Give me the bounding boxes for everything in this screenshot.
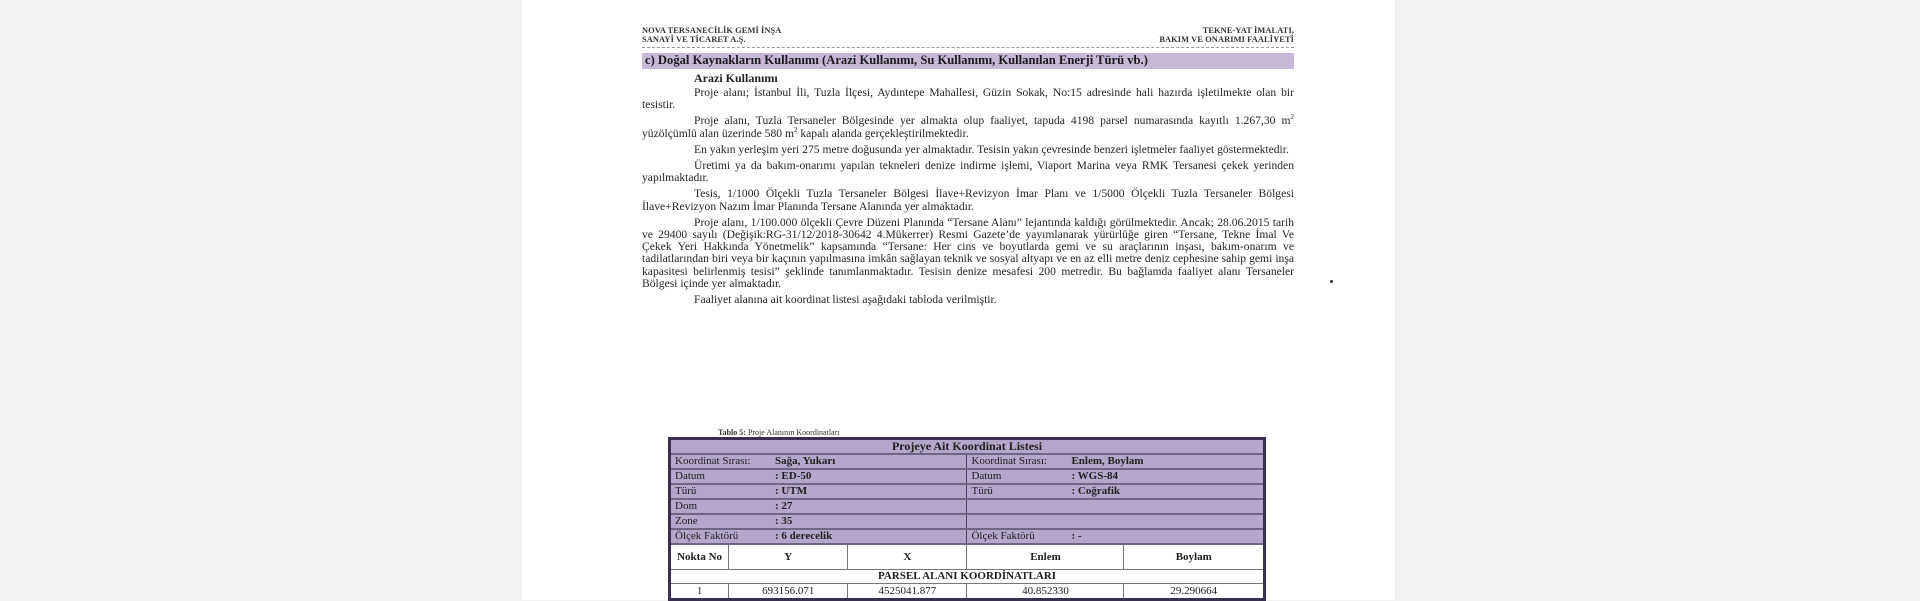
header-left-line1: NOVA TERSANECİLİK GEMİ İNŞA — [642, 26, 782, 35]
info-label: Türü — [675, 485, 697, 497]
info-label: Türü — [971, 485, 993, 497]
left-info-cell — [670, 514, 967, 529]
cell-longitude: 29.290664 — [1124, 584, 1265, 600]
left-info-cell — [670, 499, 967, 514]
table-column-header-row — [670, 544, 1265, 570]
info-value: : UTM — [775, 485, 808, 497]
table-info-row — [670, 454, 1265, 469]
info-value: : - — [1071, 530, 1082, 542]
right-info-cell — [967, 529, 1265, 544]
right-info-cell — [967, 484, 1265, 499]
table-caption — [718, 428, 839, 437]
table-section-row — [670, 570, 1265, 584]
stray-dot — [1330, 280, 1333, 283]
cell-latitude: 40.852330 — [967, 584, 1124, 600]
info-label: Koordinat Sırası: — [675, 455, 751, 467]
cell-x: 4525041.877 — [848, 584, 967, 600]
section-label: PARSEL ALANI KOORDİNATLARI — [670, 570, 1265, 584]
left-info-cell — [670, 529, 967, 544]
info-label: Zone — [675, 515, 698, 527]
info-label: Datum — [675, 470, 705, 482]
caption-text: Proje Alanının Koordinatları — [745, 428, 840, 437]
right-info-cell — [967, 454, 1265, 469]
coordinate-table — [668, 437, 1266, 601]
info-value: : 6 derecelik — [775, 530, 833, 542]
page-header — [642, 26, 1294, 44]
right-info-cell — [967, 469, 1265, 484]
table-title: Projeye Ait Koordinat Listesi — [670, 439, 1265, 455]
column-header-latitude: Enlem — [967, 544, 1124, 570]
paragraph-parcel-part2: yüzölçümlü alan üzerinde 580 m — [642, 126, 794, 140]
header-divider — [642, 47, 1294, 48]
info-value: : ED-50 — [775, 470, 812, 482]
paragraph-parcel-part1: Proje alanı, Tuzla Tersaneler Bölgesinde yer almakta olup faaliyet, tapuda 4198 parsel numarasında kayıtlı 1.267,30 m — [694, 114, 1291, 128]
paragraph-zoning: Tesis, 1/1000 Ölçekli Tuzla Tersaneler Bölgesi İlave+Revizyon İmar Planı ve 1/5000 Ölçekli Tuzla Tersaneler Bölgesi İlave+Revizyon Nazım İmar Planında Tersane Alanında yer almaktadır. — [642, 187, 1294, 213]
info-label: Datum — [971, 470, 1002, 482]
left-info-cell — [670, 484, 967, 499]
table-title-row — [670, 439, 1265, 455]
paragraph-parcel-part3: kapalı alanda gerçekleştirilmektedir. — [797, 126, 969, 140]
table-row — [670, 584, 1265, 600]
column-header-y: Y — [729, 544, 848, 570]
section-title: c) Doğal Kaynakların Kullanımı (Arazi Kullanımı, Su Kullanımı, Kullanılan Enerji Türü vb.) — [642, 53, 1294, 69]
table-info-row — [670, 484, 1265, 499]
info-value: : WGS-84 — [1071, 470, 1119, 482]
left-info-cell — [670, 454, 967, 469]
table-info-row — [670, 469, 1265, 484]
paragraph-settlement: En yakın yerleşim yeri 275 metre doğusunda yer almaktadır. Tesisin yakın çevresinde benzeri işletmeler faaliyet göstermektedir. — [694, 142, 1289, 156]
info-label: Ölçek Faktörü — [675, 530, 739, 542]
superscript: 2 — [1290, 113, 1294, 122]
info-value: : 27 — [775, 500, 793, 512]
subheading: Arazi Kullanımı — [694, 71, 778, 85]
table-info-row — [670, 499, 1265, 514]
paragraph-parcel — [642, 115, 1294, 139]
superscript: 2 — [793, 125, 798, 134]
header-right-line2: BAKIM VE ONARIMI FAALİYETİ — [1159, 35, 1294, 44]
cell-point-no: 1 — [670, 584, 729, 600]
caption-label: Tablo 5: — [718, 428, 746, 437]
right-info-cell — [967, 499, 1265, 514]
info-label: Dom — [675, 500, 697, 512]
info-value: : Coğrafik — [1071, 485, 1121, 497]
table-info-row — [670, 514, 1265, 529]
table-info-row — [670, 529, 1265, 544]
column-header-longitude: Boylam — [1124, 544, 1265, 570]
info-label: Ölçek Faktörü — [971, 530, 1035, 542]
info-value: : 35 — [775, 515, 793, 527]
cell-y: 693156.071 — [729, 584, 848, 600]
left-info-cell — [670, 469, 967, 484]
paragraph-location: Proje alanı; İstanbul İli, Tuzla İlçesi, Aydıntepe Mahallesi, Güzin Sokak, No:15 adresinde hali hazırda işletilmekte olan bir tesistir. — [642, 86, 1294, 112]
paragraph-coordinates-intro: Faaliyet alanına ait koordinat listesi aşağıdaki tabloda verilmiştir. — [694, 293, 997, 307]
right-info-cell — [967, 514, 1265, 529]
info-label: Koordinat Sırası: — [971, 455, 1047, 467]
column-header-point-no: Nokta No — [670, 544, 729, 570]
info-value: Sağa, Yukarı — [775, 455, 836, 467]
header-left-line2: SANAYİ VE TİCARET A.Ş. — [642, 35, 746, 44]
paragraph-launching: Üretimi ya da bakım-onarımı yapılan tekneleri denize indirme işlemi, Viaport Marina veya RMK Tersanesi çekek yerinden yapılmaktadır. — [642, 159, 1294, 185]
company-name — [642, 26, 781, 44]
header-right-line1: TEKNE-YAT İMALATI, — [1202, 26, 1294, 35]
column-header-x: X — [848, 544, 967, 570]
info-value: Enlem, Boylam — [1071, 455, 1144, 467]
paragraph-regulation: Proje alanı, 1/100.000 ölçekli Çevre Düzeni Planında “Tersane Alanı” lejantında kaldığı görülmektedir. Ancak; 28.06.2015 tarih ve 29400 sayılı (Değişik:RG-31/12/2018-30642 4.Mükerrer) Resmi Gazete’de yayımlanarak yürürlüğe giren “Tersane, Tekne İmal Ve Çekek Yeri Hakkında Yönetmelik” kapsamında “Tersane: Her cins ve boyutlarda gemi ve su araçlarının inşası, bakım-onarım ve tadilatlarından biri veya bir kaçının yapılmasına imkân sağlayan teknik ve sosyal altyapı ve en az elli metre deniz cephesine sahip gemi inşa kapasitesi belirlenmiş tesisi” şeklinde tanımlanmaktadır. Tesisin denize mesafesi 200 metredir. Bu bağlamda faaliyet alanı Tersaneler Bölgesi içinde yer almaktadır. — [642, 215, 1294, 290]
page-content — [642, 26, 1294, 306]
activity-name — [1159, 26, 1294, 44]
